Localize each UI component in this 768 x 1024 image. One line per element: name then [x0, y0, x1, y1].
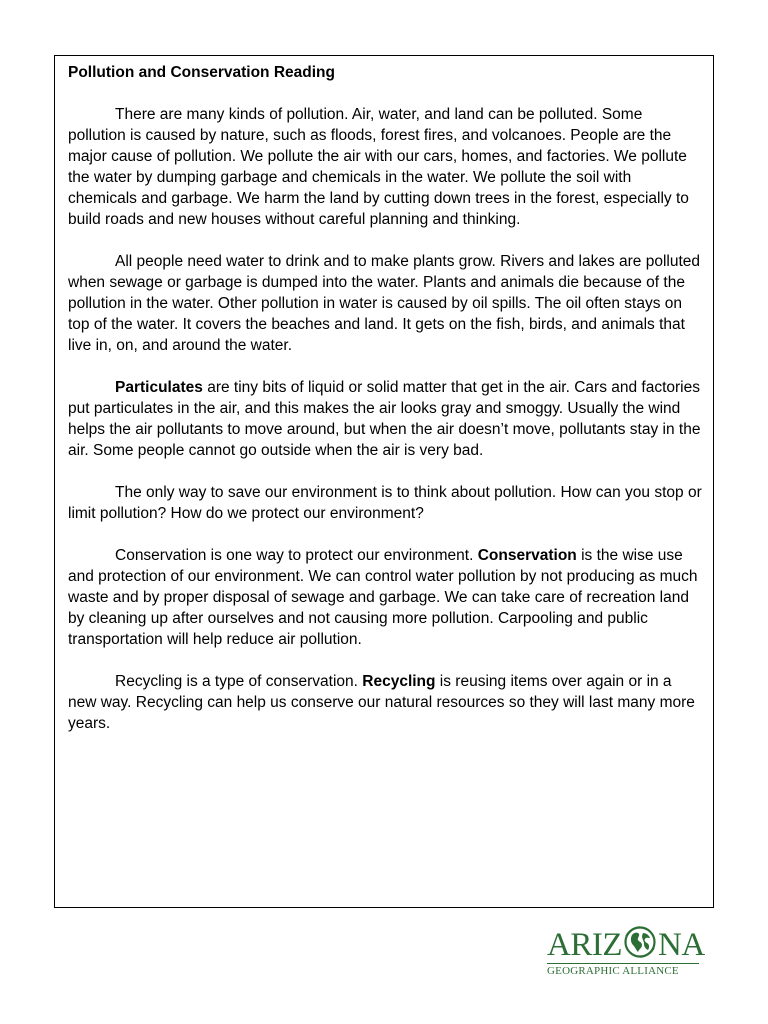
logo-subtitle: GEOGRAPHIC ALLIANCE: [547, 963, 699, 978]
paragraph-text: are tiny bits of liquid or solid matter that get in the air. Cars and factories put particulates in the air, and this makes the air looks gray and smoggy. Usually the wind helps the air pollutants to move around, but when the air doesn’t move, pollutants stay in the air. Some people cannot go outside when the air is very bad.: [68, 379, 701, 459]
term-recycling: Recycling: [362, 673, 436, 690]
logo-wordmark: [547, 928, 705, 962]
term-particulates: Particulates: [115, 379, 203, 396]
paragraph-text-before: Recycling is a type of conservation.: [115, 673, 363, 690]
paragraph-text-before: Conservation is one way to protect our environment.: [115, 547, 478, 564]
paragraph-recycling: [68, 671, 702, 734]
term-conservation: Conservation: [477, 547, 577, 564]
reading-content: [68, 62, 702, 755]
reading-title: Pollution and Conservation Reading: [68, 64, 335, 81]
paragraph-kinds-of-pollution: [68, 104, 702, 230]
paragraph-text: The only way to save our environment is to think about pollution. How can you stop or limit pollution? How do we protect our environment?: [68, 484, 702, 522]
paragraph-water-pollution: [68, 251, 702, 356]
logo-letters-end: NA: [658, 927, 705, 963]
paragraph-text: All people need water to drink and to make plants grow. Rivers and lakes are polluted when sewage or garbage is dumped into the water. Plants and animals die because of the pollution in the water. Other pollution in water is caused by oil spills. The oil often stays on top of the water. It covers the beaches and land. It gets on the fish, birds, and animals that live in, on, and around the water.: [68, 253, 701, 354]
paragraph-text-after: is reusing items over again or in a new way. Recycling can help us conserve our natural resources so they will last many more years.: [68, 673, 695, 732]
reading-box: [54, 55, 714, 908]
paragraph-particulates: [68, 377, 702, 461]
paragraph-text-after: is the wise use and protection of our environment. We can control water pollution by not producing as much waste and by proper disposal of sewage and garbage. We can take care of recreation land by cleaning up after ourselves and not causing more pollution. Carpooling and public transportation will help reduce air pollution.: [68, 547, 698, 648]
arizona-geographic-alliance-logo: [543, 922, 703, 980]
logo-letters-start: ARIZ: [547, 927, 622, 963]
paragraph-conservation: [68, 545, 702, 650]
paragraph-save-environment: [68, 482, 702, 524]
paragraph-text: There are many kinds of pollution. Air, water, and land can be polluted. Some pollution is caused by nature, such as floods, forest fires, and volcanoes. People are the major cause of pollution. We pollute the air with our cars, homes, and factories. We pollute the water by dumping garbage and chemicals in the water. We pollute the soil with chemicals and garbage. We harm the land by cutting down trees in the forest, especially to build roads and new houses without careful planning and thinking.: [68, 106, 689, 228]
globe-icon: [623, 925, 657, 959]
